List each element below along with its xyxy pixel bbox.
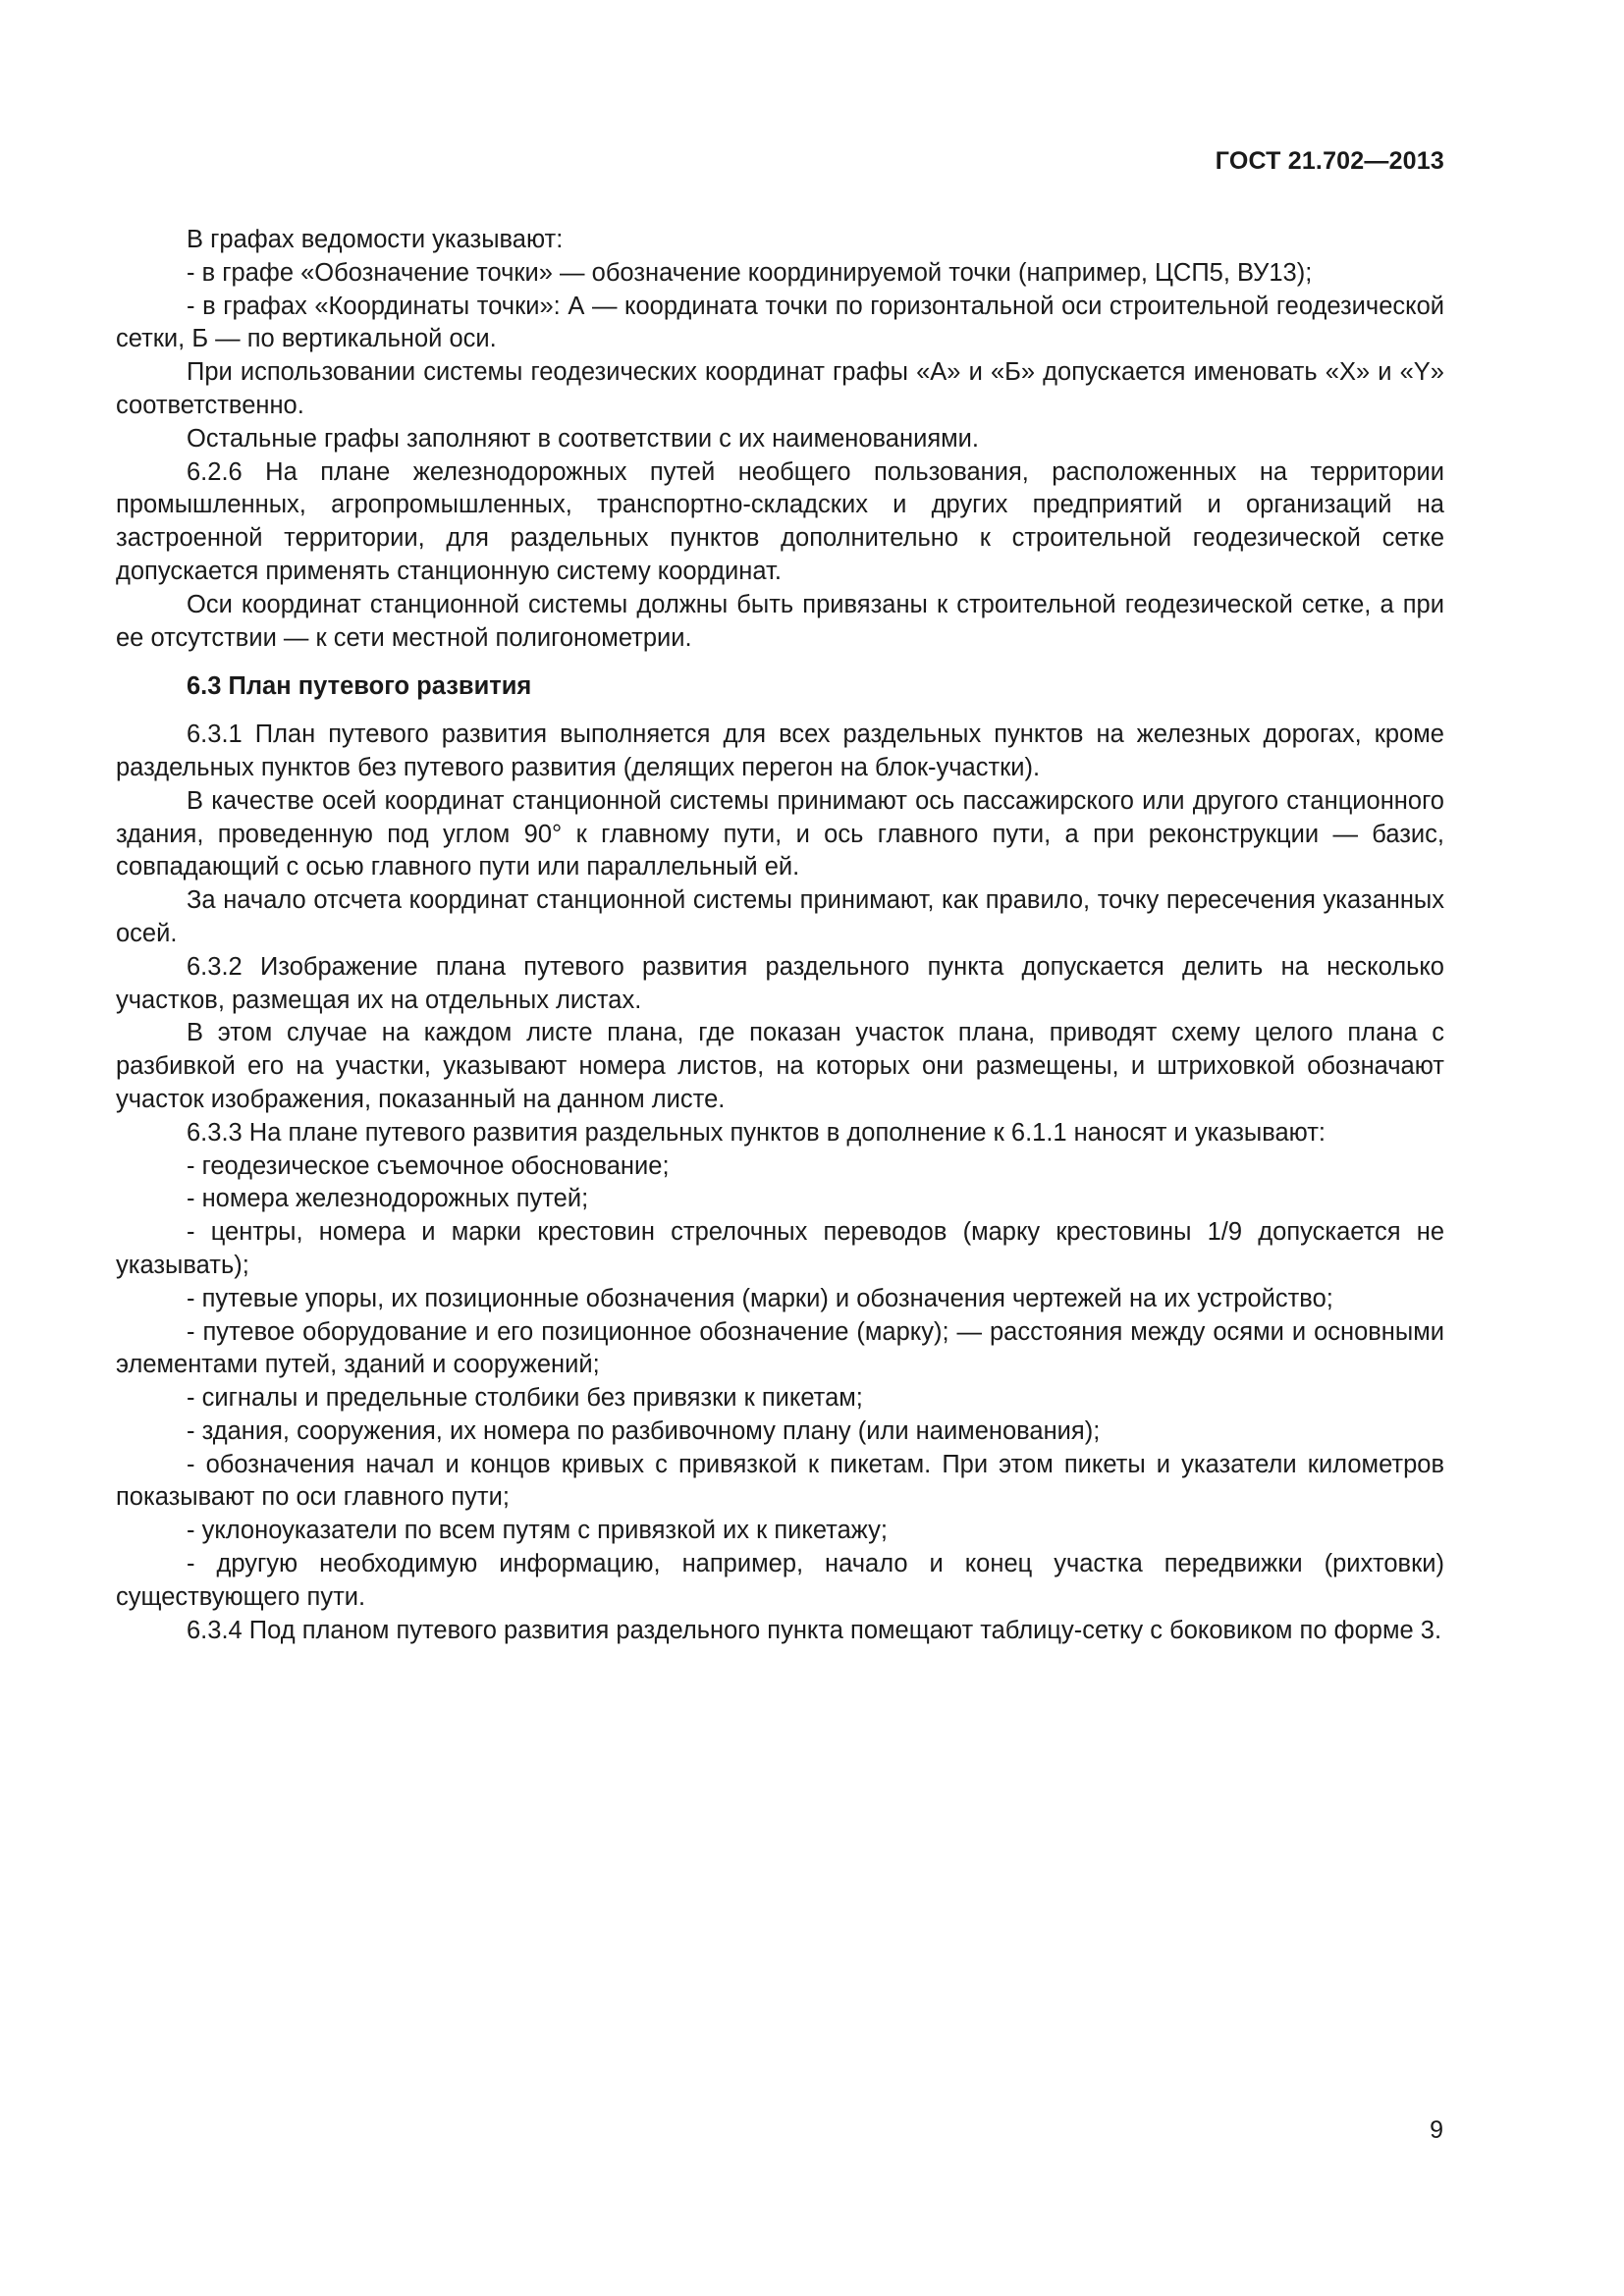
list-item: - здания, сооружения, их номера по разбивочному плану (или наименования); bbox=[187, 1416, 1101, 1445]
list-item: - геодезическое съемочное обоснование; bbox=[187, 1151, 670, 1180]
list-item: - центры, номера и марки крестовин стрелочных переводов (марку крестовины 1/9 допускается не указывать); bbox=[116, 1218, 1444, 1279]
clause-6-3-3: 6.3.3 На плане путевого развития раздельных пунктов в дополнение к 6.1.1 наносят и указывают: bbox=[187, 1118, 1326, 1147]
list-item: - в графе «Обозначение точки» — обозначение координируемой точки (например, ЦСП5, ВУ13); bbox=[187, 258, 1313, 287]
paragraph: За начало отсчета координат станционной системы принимают, как правило, точку пересечения указанных осей. bbox=[116, 886, 1444, 947]
paragraph: Оси координат станционной системы должны быть привязаны к строительной геодезической сетке, а при ее отсутствии — к сети местной полигонометрии. bbox=[116, 590, 1444, 652]
clause-6-3-2: 6.3.2 Изображение плана путевого развития раздельного пункта допускается делить на несколько участков, размещая их на отдельных листах. bbox=[116, 952, 1444, 1014]
paragraph: При использовании системы геодезических координат графы «А» и «Б» допускается именовать «X» и «Y» соответственно. bbox=[116, 358, 1444, 419]
list-item: - номера железнодорожных путей; bbox=[187, 1185, 589, 1213]
list-item: - уклоноуказатели по всем путям с привязкой их к пикетажу; bbox=[187, 1517, 888, 1545]
paragraph: Остальные графы заполняют в соответствии с их наименованиями. bbox=[187, 424, 979, 453]
page-body bbox=[116, 224, 1444, 1647]
page-number: 9 bbox=[1430, 2116, 1443, 2144]
list-item: - обозначения начал и концов кривых с привязкой к пикетам. При этом пикеты и указатели километров показывают по оси главного пути; bbox=[116, 1450, 1444, 1512]
list-item: - путевое оборудование и его позиционное обозначение (марку); — расстояния между осями и основными элементами путей, зданий и сооружений; bbox=[116, 1317, 1444, 1379]
paragraph: В графах ведомости указывают: bbox=[187, 226, 564, 253]
paragraph: В этом случае на каждом листе плана, где показан участок плана, приводят схему целого плана с разбивкой его на участки, указывают номера листов, на которых они размещены, и штриховкой обозначают участок изображения, показанный на данном листе. bbox=[116, 1019, 1444, 1113]
list-item: - в графах «Координаты точки»: А — координата точки по горизонтальной оси строительной геодезической сетки, Б — по вертикальной оси. bbox=[116, 292, 1444, 353]
clause-6-3-4: 6.3.4 Под планом путевого развития раздельного пункта помещают таблицу-сетку с боковиком по форме 3. bbox=[187, 1616, 1442, 1644]
section-heading: 6.3 План путевого развития bbox=[187, 672, 532, 701]
paragraph: В качестве осей координат станционной системы принимают ось пассажирского или другого станционного здания, проведенную под углом 90° к главному пути, и ось главного пути, а при реконструкции — базис, совпадающий с осью главного пути или параллельный ей. bbox=[116, 786, 1444, 881]
list-item: - другую необходимую информацию, например, начало и конец участка передвижки (рихтовки) существующего пути. bbox=[116, 1550, 1444, 1611]
clause-6-3-1: 6.3.1 План путевого развития выполняется для всех раздельных пунктов на железных дорогах, кроме раздельных пунктов без путевого развития (делящих перегон на блок-участки). bbox=[116, 721, 1444, 781]
document-code: ГОСТ 21.702—2013 bbox=[1215, 147, 1444, 175]
clause-6-2-6: 6.2.6 На плане железнодорожных путей необщего пользования, расположенных на территории промышленных, агропромышленных, транспортно-складских и других предприятий и организаций на застроенной территории, для раздельных пунктов дополнительно к строительной геодезической сетке допускается применять станционную систему координат. bbox=[116, 457, 1444, 585]
list-item: - путевые упоры, их позиционные обозначения (марки) и обозначения чертежей на их устройство; bbox=[187, 1284, 1333, 1312]
list-item: - сигналы и предельные столбики без привязки к пикетам; bbox=[187, 1384, 863, 1413]
